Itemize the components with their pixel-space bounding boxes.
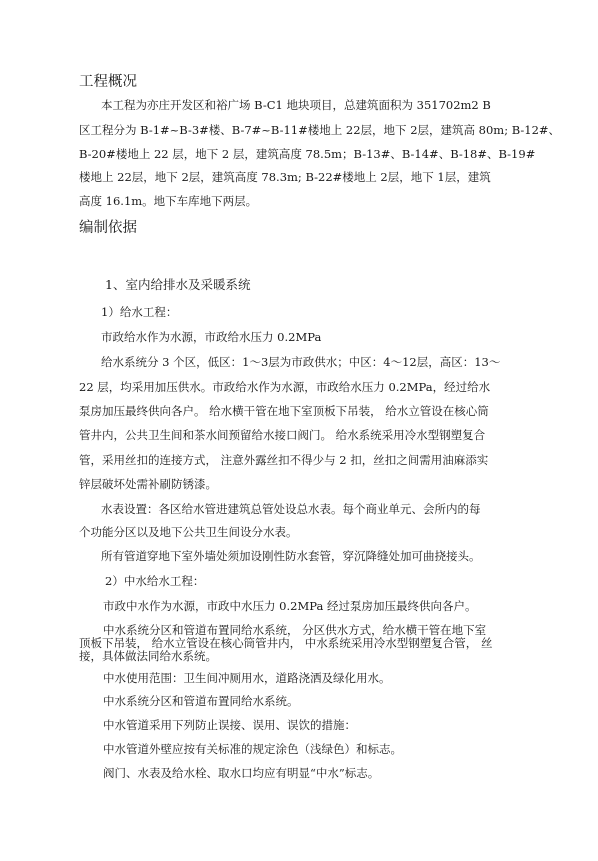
water-supply-line: 泵房加压最终供向各户。 给水横干管在地下室顶板下吊装， 给水立管设在核心筒 <box>79 404 489 418</box>
water-supply-line: 22 层，均采用加压供水。市政给水作为水源，市政给水压力 0.2MPa，经过给水 <box>79 380 491 394</box>
reclaimed-water-line: 中水系统分区和管道布置同给水系统。 <box>103 694 299 708</box>
water-supply-line: 管，采用丝扣的连接方式， 注意外露丝扣不得少与 2 扣，丝扣之间需用油麻添实 <box>79 453 489 467</box>
reclaimed-water-line: 中水管道外壁应按有关标准的规定涂色（浅绿色）和标志。 <box>103 742 402 756</box>
water-supply-line: 所有管道穿地下室外墙处须加设刚性防水套管，穿沉降缝处加可曲挠接头。 <box>101 549 481 563</box>
reclaimed-water-line: 接，具体做法同给水系统。 <box>79 649 217 663</box>
overview-line: 高度 16.1m。地下车库地下两层。 <box>79 194 258 208</box>
reclaimed-water-line: 中水系统分区和管道布置同给水系统， 分区供水方式，给水横干管在地下室 <box>103 623 487 637</box>
reclaimed-water-line: 市政中水作为水源，市政中水压力 0.2MPa 经过泵房加压最终供向各户。 <box>103 599 477 613</box>
reclaimed-water-line: 中水管道采用下列防止误接、误用、误饮的措施： <box>103 718 356 732</box>
overview-line: 区工程分为 B-1#~B-3#楼、B-7#~B-11#楼地上 22层，地下 2层，建筑高 80m; B-12#、 <box>79 123 561 137</box>
water-supply-line: 给水系统分 3 个区，低区：1～3层为市政供水；中区：4～12层，高区：13～ <box>101 355 501 369</box>
overview-line: 本工程为亦庄开发区和裕广场 B-C1 地块项目，总建筑面积为 351702m2 B <box>101 98 491 112</box>
reclaimed-water-line: 中水使用范围：卫生间冲厕用水，道路浇洒及绿化用水。 <box>103 671 391 685</box>
subsection-title: 1、室内给排水及采暖系统 <box>105 277 251 292</box>
reclaimed-water-line: 顶板下吊装， 给水立管设在核心筒管井内， 中水系统采用冷水型钢塑复合管， 丝 <box>79 636 493 650</box>
water-supply-line: 锌层破坏处需补刷防锈漆。 <box>79 477 217 491</box>
water-supply-line: 市政给水作为水源，市政给水压力 0.2MPa <box>101 330 322 344</box>
overview-line: 楼地上 22层，地下 2层，建筑高度 78.3m; B-22#楼地上 2层，地下 1层，建筑 <box>79 170 491 184</box>
overview-line: B-20#楼地上 22 层，地下 2 层，建筑高度 78.5m；B-13#、B-14#、B-18#、B-19# <box>79 147 536 161</box>
reclaimed-water-title: 2）中水给水工程： <box>105 574 205 588</box>
section-title-basis: 编制依据 <box>79 220 137 236</box>
water-supply-line: 个功能分区以及地下公共卫生间设分水表。 <box>79 525 298 539</box>
water-supply-line: 水表设置：各区给水管进建筑总管处设总水表。每个商业单元、会所内的每 <box>101 502 481 516</box>
water-supply-title: 1）给水工程： <box>101 305 178 319</box>
reclaimed-water-line: 阀门、水表及给水栓、取水口均应有明显“中水”标志。 <box>103 766 380 780</box>
water-supply-line: 管井内，公共卫生间和茶水间预留给水接口阀门。 给水系统采用冷水型钢塑复合 <box>79 428 486 442</box>
section-title-overview: 工程概况 <box>79 74 137 90</box>
